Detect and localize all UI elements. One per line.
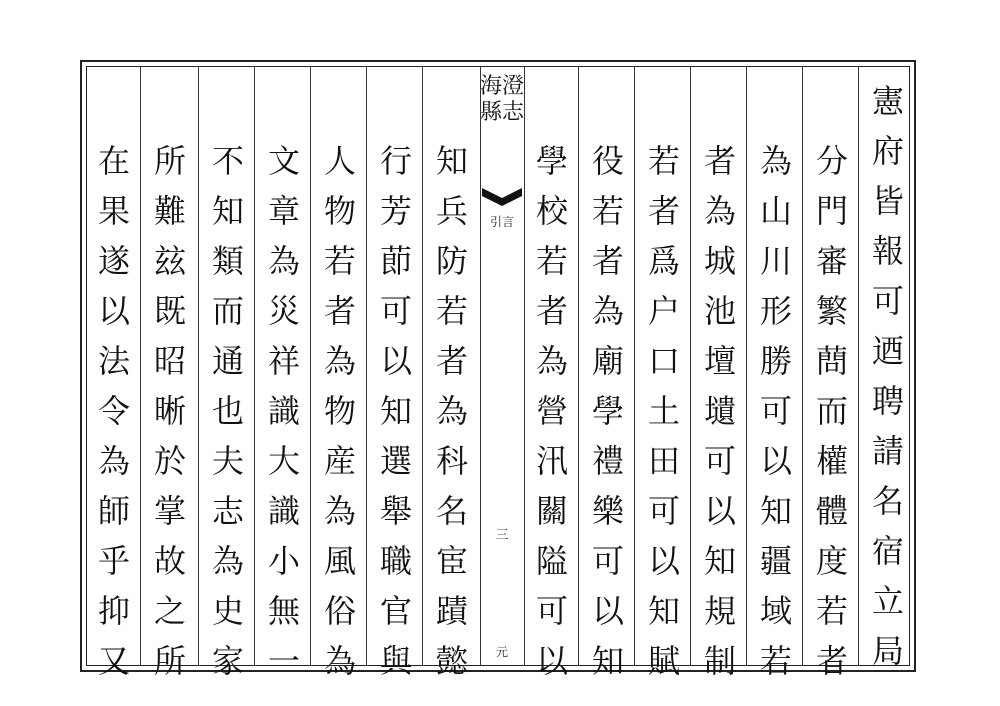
column-text: 人物若者為物産為風俗為: [323, 142, 356, 680]
column-text: 者為城池壇壝可以知規制: [703, 142, 736, 680]
center-band-divider-left: [480, 66, 481, 666]
column-text: 文章為災祥識大識小無一: [267, 142, 300, 680]
text-column: [200, 66, 256, 680]
text-column: [692, 66, 748, 680]
text-column: [580, 66, 636, 680]
text-column: [256, 66, 312, 680]
leaf-number: 三: [495, 528, 509, 543]
column-text: 不知類而通也夫志為史家: [211, 142, 244, 680]
text-column: [368, 66, 424, 680]
column-text: 知兵防若者為科名宦蹟懿: [435, 142, 468, 680]
center-band: [480, 66, 524, 666]
text-column: [860, 66, 916, 670]
column-text: 憲府皆報可迺聘請名宿立局: [871, 82, 904, 670]
fish-tail-icon: [482, 186, 522, 208]
column-text: 學校若者為營汛關隘可以: [535, 142, 568, 680]
text-column: [86, 66, 142, 680]
column-text: 分門審繁蔄而權體度若者: [815, 142, 848, 680]
edition-mark: 元: [495, 645, 508, 659]
text-column: [636, 66, 692, 680]
column-text: 行芳莭可以知選舉職官與: [379, 142, 412, 680]
column-text: 在果遂以法令為師乎抑又: [97, 142, 130, 680]
section-title: 引言: [489, 215, 514, 229]
column-text: 為山川形勝可以知疆域若: [759, 142, 792, 680]
column-text: 役若者為廟學禮樂可以知: [591, 142, 624, 680]
text-column: [804, 66, 860, 680]
text-column: [748, 66, 804, 680]
column-divider: [198, 66, 199, 666]
text-column: [424, 66, 480, 680]
column-text: 若者爲户口土田可以知賦: [647, 142, 680, 680]
column-text: 所難玆既昭晰於掌故之所: [153, 142, 186, 680]
text-column: [142, 66, 198, 680]
book-title: 海澄縣志: [480, 74, 525, 125]
text-column: [524, 66, 580, 680]
text-column: [312, 66, 368, 680]
center-band-divider-right: [524, 66, 525, 666]
